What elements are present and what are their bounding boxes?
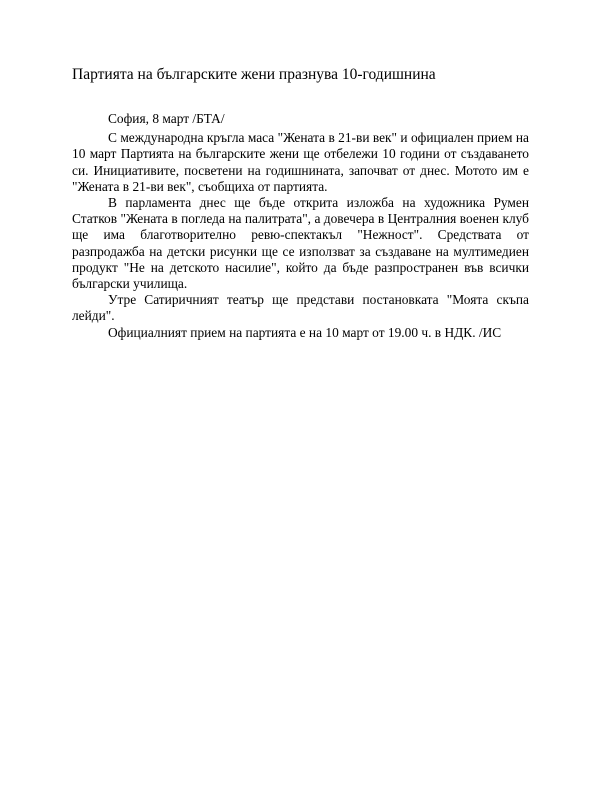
article-body <box>72 111 529 341</box>
paragraph-2: В парламента днес ще бъде открита изложба на художника Румен Статков "Жената в погледа на палитрата", а довечера в Централния военен клуб ще има благотворително ревю-спектакъл "Нежност". Средствата от разпродажба на детски рисунки ще се използват за създаване на мултимедиен продукт "Не на детското насилие", който да бъде разпространен във всички български училища. <box>72 195 529 292</box>
paragraph-3: Утре Сатиричният театър ще представи постановката "Моята скъпа лейди". <box>72 292 529 324</box>
paragraph-4: Официалният прием на партията е на 10 март от 19.00 ч. в НДК. /ИС <box>108 324 502 340</box>
dateline: София, 8 март /БТА/ <box>108 111 225 126</box>
paragraph-1: С международна кръгла маса "Жената в 21-ви век" и официален прием на 10 март Партията на българските жени ще отбележи 10 години от създаването си. Инициативите, посветени на годишнината, започват от днес. Мотото им е "Жената в 21-ви век", съобщиха от партията. <box>72 130 529 194</box>
article-title: Партията на българските жени празнува 10-годишнина <box>72 66 436 83</box>
